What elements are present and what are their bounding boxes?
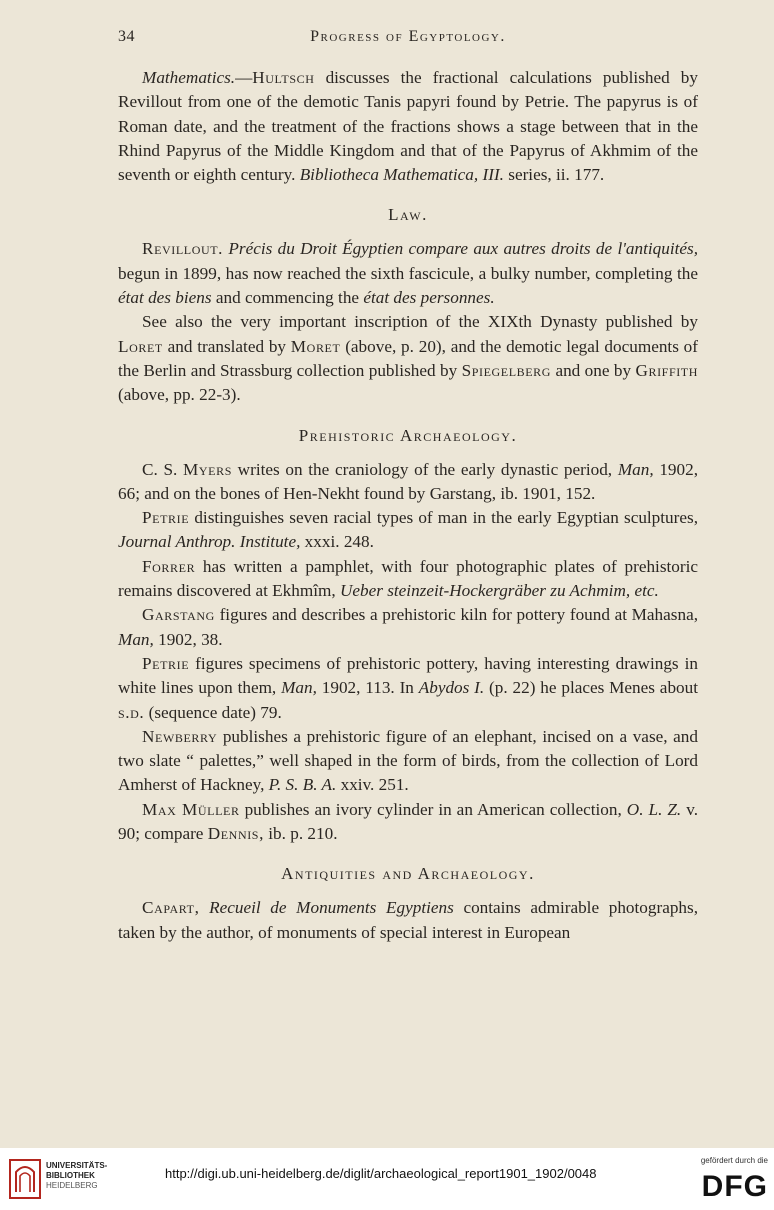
- text: figures specimens of prehistoric pottery, having interesting drawings in white lines upon them,: [118, 653, 698, 698]
- text: xxxi. 248.: [300, 532, 374, 552]
- section-heading-antiquities: Antiquities and Archaeology.: [281, 864, 535, 884]
- library-line: BIBLIOTHEK: [46, 1171, 95, 1180]
- journal-title: O. L. Z.: [626, 799, 682, 819]
- author-name: Dennis,: [207, 824, 264, 844]
- text: distinguishes seven racial types of man in the early Egyptian sculptures,: [189, 508, 698, 528]
- dfg-logo: DFG: [701, 1170, 768, 1203]
- text: discusses the fractional calculations published by Revillout from one of the demotic Tanis papyri found by Petrie. The papyrus is of Roman date, and the treatment of the fractions shows a stage between that in the Rhind Papyrus of the Middle Kingdom and that of the Papyrus of Akhmim of the seventh or eighth century.: [118, 68, 698, 185]
- dash: —: [235, 68, 253, 87]
- paragraph-law-1: [118, 237, 698, 310]
- text: (above, p. 20), and the demotic legal documents of the Berlin and Strassburg collection published by: [118, 336, 698, 380]
- text: and commencing the: [211, 288, 364, 308]
- abbreviation: s.d.: [118, 702, 145, 722]
- text: xxiv. 251.: [336, 775, 409, 795]
- section-heading-prehistoric: Prehistoric Archaeology.: [298, 425, 518, 445]
- journal-title: Journal Anthrop. Institute,: [118, 532, 301, 552]
- paragraph-law-2: [118, 310, 698, 407]
- text: publishes a prehistoric figure of an elephant, incised on a vase, and two slate “ palettes,” well shaped in the form of birds, from the collection of Lord Amherst of Hackney,: [118, 726, 698, 795]
- author-name: Forrer: [142, 556, 196, 576]
- university-library-logo-icon: [8, 1158, 42, 1200]
- text: C. S.: [142, 459, 184, 479]
- library-line: HEIDELBERG: [46, 1181, 98, 1190]
- library-line: UNIVERSITÄTS-: [46, 1161, 108, 1170]
- journal-title: P. S. B. A.: [268, 775, 337, 795]
- library-name: [46, 1161, 107, 1191]
- text: 1902, 66; and on the bones of Hen-Nekht found by Garstang, ib. 1901, 152.: [118, 459, 698, 503]
- paragraph-antiquities-1: [118, 896, 698, 945]
- work-title: Précis du Droit Égyptien compare aux autres droits de l'antiquités,: [228, 239, 698, 259]
- permalink-url[interactable]: http://digi.ub.uni-heidelberg.de/diglit/archaeological_report1901_1902/0048: [165, 1166, 597, 1181]
- funding-note: gefördert durch die: [700, 1156, 768, 1165]
- paragraph-mathematics: [118, 66, 698, 187]
- text: series, ii. 177.: [503, 165, 605, 185]
- paragraph-prehistoric-1: [118, 458, 698, 507]
- text: contains admirable photographs, taken by the author, of monuments of special interest in European: [118, 898, 698, 942]
- digitization-footer: [0, 1148, 774, 1210]
- journal-title: Bibliotheca Mathematica, III.: [299, 165, 504, 185]
- paragraph-prehistoric-6: [118, 725, 698, 798]
- paragraph-prehistoric-5: [118, 652, 698, 725]
- author-name: Spiegelberg: [461, 360, 552, 380]
- text: See also the very important inscription of the XIXth Dynasty published by: [142, 312, 698, 332]
- journal-title: Man,: [118, 629, 154, 649]
- author-name: Capart,: [142, 898, 200, 918]
- text: and one by: [551, 360, 636, 380]
- text: begun in 1899, has now reached the sixth fascicule, a bulky number, completing the: [118, 263, 698, 283]
- page-number: 34: [118, 28, 135, 45]
- paragraph-prehistoric-3: [118, 555, 698, 604]
- text: ib. p. 210.: [263, 824, 338, 844]
- author-name: Hultsch: [252, 68, 315, 87]
- work-title: état des biens: [118, 288, 212, 308]
- text: and translated by: [162, 336, 291, 356]
- section-lead: Mathematics.: [142, 68, 236, 87]
- author-name: Griffith: [635, 360, 699, 380]
- running-title: Progress of Egyptology.: [310, 28, 506, 45]
- text: has written a pamphlet, with four photographic plates of prehistoric remains discovered at Ekhmîm,: [118, 556, 698, 601]
- author-name: Revillout.: [142, 239, 224, 259]
- section-heading-law: Law.: [388, 205, 428, 225]
- author-name: Petrie: [142, 653, 190, 673]
- paragraph-prehistoric-4: [118, 603, 698, 652]
- text: 1902, 113. In: [316, 678, 419, 698]
- author-name: Newberry: [142, 726, 218, 746]
- text: figures and describes a prehistoric kiln for pottery found at Mahasna,: [214, 605, 698, 625]
- work-title: état des personnes.: [363, 288, 495, 308]
- author-name: Loret: [118, 336, 163, 356]
- author-name: Petrie: [142, 508, 190, 528]
- running-header: [118, 28, 698, 52]
- journal-title: Man,: [281, 678, 317, 698]
- text: (sequence date) 79.: [144, 702, 282, 722]
- text: (p. 22) he places Menes about: [484, 678, 698, 698]
- text: (above, pp. 22-3).: [118, 385, 241, 405]
- paragraph-prehistoric-7: [118, 798, 698, 847]
- text: writes on the craniology of the early dynastic period,: [231, 459, 618, 479]
- text: publishes an ivory cylinder in an American collection,: [239, 799, 627, 819]
- text: v. 90; compare: [118, 799, 699, 844]
- work-title: Recueil de Monuments Egyptiens: [199, 898, 454, 918]
- author-name: Garstang: [142, 605, 215, 625]
- body-text: [118, 66, 698, 945]
- author-name: Moret: [290, 336, 341, 356]
- author-name: Max Müller: [142, 799, 240, 819]
- journal-title: Man,: [617, 459, 654, 479]
- text: 1902, 38.: [153, 629, 223, 649]
- author-name: Myers: [183, 459, 232, 479]
- work-title: Ueber steinzeit-Hockergräber zu Achmim, etc.: [339, 581, 659, 601]
- work-title: Abydos I.: [418, 678, 485, 698]
- paragraph-prehistoric-2: [118, 506, 698, 555]
